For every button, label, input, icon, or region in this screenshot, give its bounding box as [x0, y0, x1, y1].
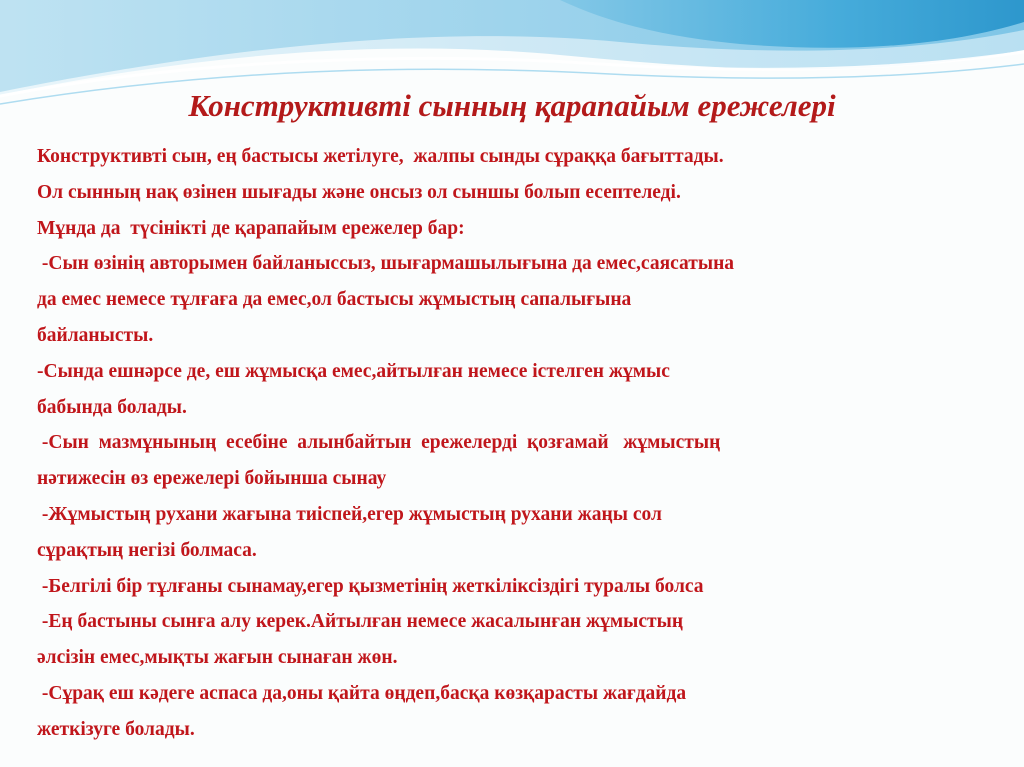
slide-body [37, 139, 997, 748]
body-line: Ол сынның нақ өзінен шығады және онсыз ол сыншы болып есептеледі. [37, 181, 681, 203]
body-line: -Сын өзінің авторымен байланыссыз, шығармашылығына да емес,саясатына [37, 253, 735, 275]
body-line: байланысты. [37, 324, 154, 346]
body-line: -Жұмыстың рухани жағына тиіспей,егер жұмыстың рухани жаңы сол [37, 503, 662, 525]
body-line: -Сында ешнәрсе де, еш жұмысқа емес,айтылған немесе істелген жұмыс [37, 360, 670, 382]
body-line: сұрақтың негізі болмаса. [37, 539, 257, 561]
body-line: да емес немесе тұлғаға да емес,ол бастысы жұмыстың сапалығына [37, 289, 632, 311]
body-line: -Сұрақ еш кәдеге аспаса да,оны қайта өңдеп,басқа көзқарасты жағдайда [37, 682, 687, 704]
body-line: Мұнда да түсінікті де қарапайым ережелер бар: [37, 217, 465, 239]
body-line: -Белгілі бір тұлғаны сынамау,егер қызметінің жеткіліксіздігі туралы болса [37, 575, 704, 597]
body-line: -Ең бастыны сынға алу керек.Айтылған немесе жасалынған жұмыстың [37, 611, 684, 633]
body-line: әлсізін емес,мықты жағын сынаған жөн. [37, 647, 398, 669]
slide-title: Конструктивті сынның қарапайым ережелері [188, 88, 836, 123]
body-line: жеткізуге болады. [37, 718, 195, 740]
body-line: -Сын мазмұнының есебіне алынбайтын ережелерді қозғамай жұмыстың [37, 432, 721, 454]
body-line: нәтижесін өз ережелері бойынша сынау [37, 468, 387, 490]
body-line: Конструктивті сын, ең бастысы жетілуге, жалпы сынды сұраққа бағыттады. [37, 146, 724, 167]
body-line: бабында болады. [37, 396, 187, 418]
